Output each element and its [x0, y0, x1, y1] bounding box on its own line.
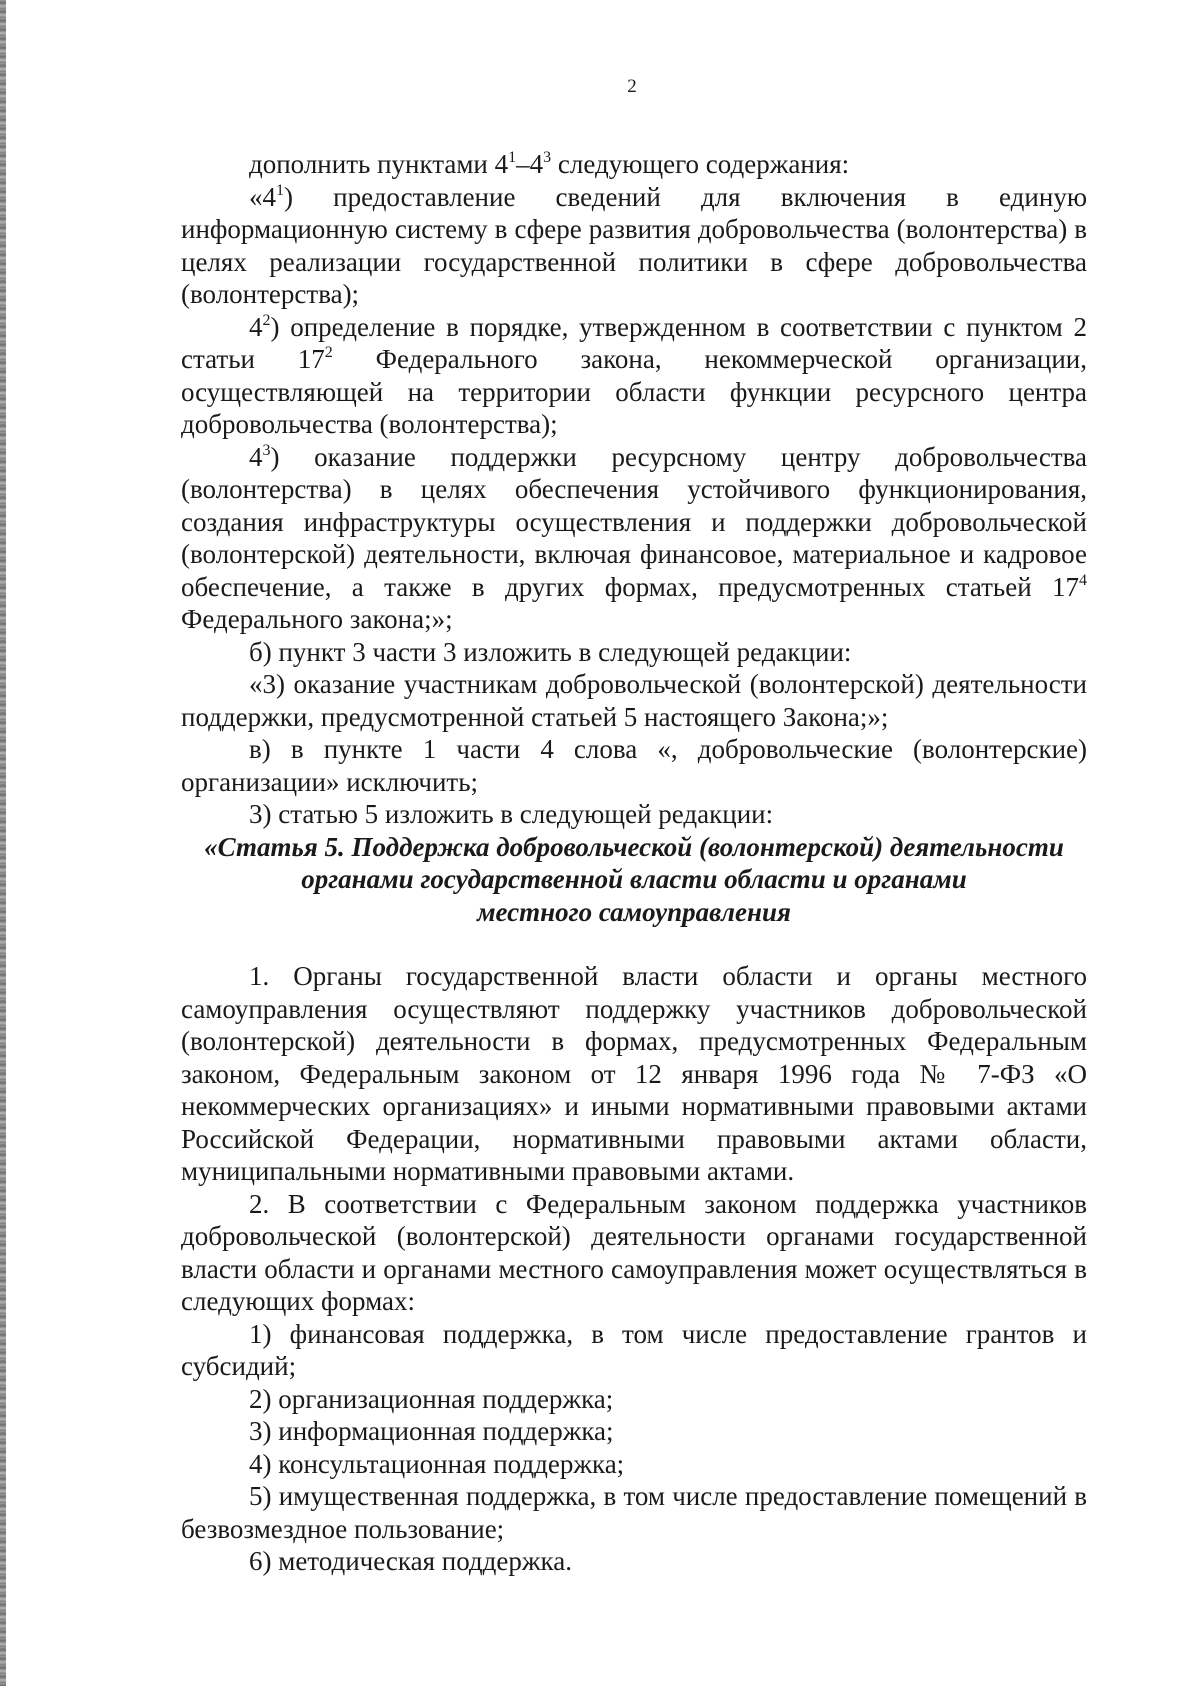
- list-item: 2) организационная поддержка;: [249, 1383, 614, 1414]
- article-title-line-1: «Статья 5. Поддержка добровольческой (волонтерской) деятельности: [204, 831, 1064, 862]
- article-title-line-2: органами государственной власти области и органами: [301, 864, 967, 894]
- paragraph-item-4-3: $4^3$) оказание поддержки ресурсному центру добровольчества (волонтерства) в целях обеспечения устойчивого функционирования, создания инфраструктуры осуществления и поддержки добровольческой (волонтерской) деятельности, включая финансовое, материальное и кадровое обеспечение, а также в других формах, предусмотренных статьей $17^4$ Федерального закона;»;: [181, 441, 1087, 634]
- paragraph-intro: дополнить пунктами $4^1-4^3$ следующего содержания:: [249, 149, 850, 179]
- paragraph-article-5-intro: 3) статью 5 изложить в следующей редакции:: [249, 799, 774, 829]
- paragraph-b: б) пункт 3 части 3 изложить в следующей редакции:: [249, 636, 852, 667]
- paragraph-item-4-2: $4^2$) определение в порядке, утвержденном в соответствии с пунктом 2 статьи $17^2$ Федерального закона, некоммерческой организации, осуществляющей на территории области функции ресурсного центра добровольчества (волонтерства);: [181, 311, 1087, 439]
- article-title: [181, 831, 1087, 929]
- article-title-line-3: местного самоуправления: [477, 896, 791, 927]
- section-2: 2. В соответствии с Федеральным законом поддержка участников добровольческой (волонтерской) деятельности органами государственной власти области и органами местного самоуправления может осуществляться в следующих формах:: [181, 1188, 1087, 1316]
- list-item: 6) методическая поддержка.: [249, 1546, 572, 1576]
- paragraph-quote-3: «3) оказание участникам добровольческой (волонтерской) деятельности поддержки, предусмотренной статьей 5 настоящего Закона;»;: [181, 669, 1087, 732]
- scan-edge: [0, 0, 6, 1686]
- spacer: [181, 928, 1087, 960]
- paragraph-item-4-1: «$4^1$) предоставление сведений для включения в единую информационную систему в сфере развития добровольчества (волонтерства) в целях реализации государственной политики в сфере добровольчества (волонтерства);: [181, 181, 1087, 309]
- paragraph-v: в) в пункте 1 части 4 слова «, добровольческие (волонтерские) организации» исключить;: [181, 734, 1087, 797]
- list-item: 3) информационная поддержка;: [249, 1416, 614, 1446]
- page-number: 2: [627, 76, 637, 97]
- list-item: 4) консультационная поддержка;: [249, 1448, 625, 1479]
- section-1: 1. Органы государственной власти области и органы местного самоуправления осуществляют поддержку участников добровольческой (волонтерской) деятельности в формах, предусмотренных Федеральным законом, Федеральным законом от 12 января 1996 года № 7-ФЗ «О некоммерческих организациях» и иными нормативными правовыми актами Российской Федерации, нормативными правовыми актами области, муниципальными нормативными правовыми актами.: [181, 961, 1087, 1186]
- list-item: 5) имущественная поддержка, в том числе предоставление помещений в безвозмездное пользование;: [181, 1481, 1087, 1544]
- list-item: 1) финансовая поддержка, в том числе предоставление грантов и субсидий;: [181, 1318, 1087, 1381]
- document-body: [181, 148, 1087, 1578]
